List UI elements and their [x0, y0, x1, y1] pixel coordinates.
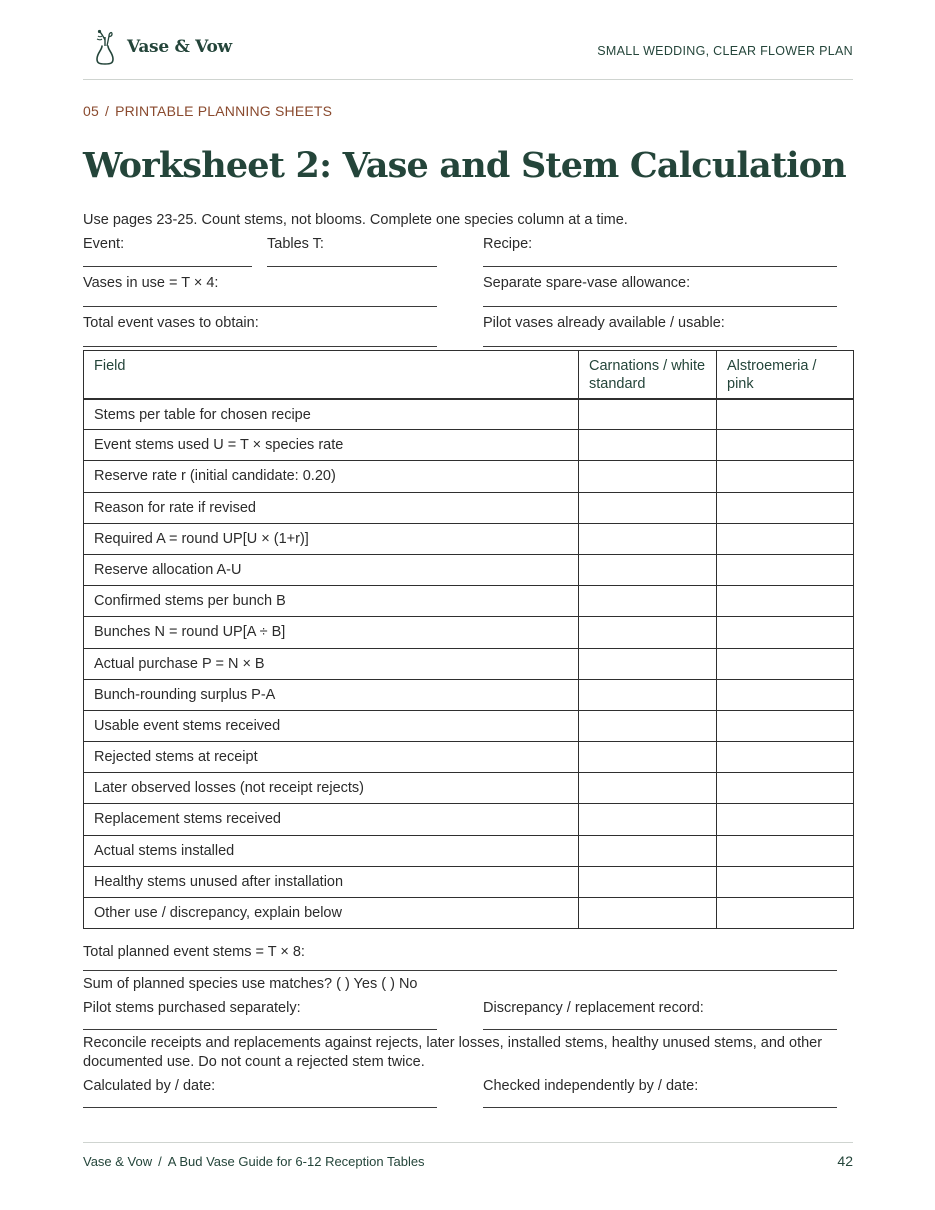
- carnations-cell[interactable]: [579, 835, 717, 866]
- header-tagline: SMALL WEDDING, CLEAR FLOWER PLAN: [597, 44, 853, 58]
- discrepancy-record-field[interactable]: [483, 1000, 837, 1030]
- tables-field[interactable]: [267, 236, 437, 267]
- carnations-cell[interactable]: [579, 461, 717, 492]
- row-field-label: Actual stems installed: [84, 835, 579, 866]
- row-field-label: Replacement stems received: [84, 804, 579, 835]
- intro-text: Use pages 23-25. Count stems, not blooms. Complete one species column at a time.: [83, 212, 628, 228]
- row-field-label: Stems per table for chosen recipe: [84, 399, 579, 430]
- table-row: [84, 430, 854, 461]
- row-field-label: Actual purchase P = N × B: [84, 648, 579, 679]
- alstroemeria-cell[interactable]: [717, 586, 854, 617]
- calculated-by-label: Calculated by / date:: [83, 1078, 216, 1094]
- reconcile-note: Reconcile receipts and replacements against rejects, later losses, installed stems, healthy unused stems, and other documented use. Do not count a rejected stem twice.: [83, 1035, 823, 1070]
- alstroemeria-cell[interactable]: [717, 835, 854, 866]
- section-label: [83, 103, 332, 119]
- row-field-label: Other use / discrepancy, explain below: [84, 898, 579, 929]
- header-alstroemeria: Alstroemeria / pink: [717, 351, 854, 399]
- page-title: Worksheet 2: Vase and Stem Calculation: [83, 145, 846, 186]
- alstroemeria-cell[interactable]: [717, 554, 854, 585]
- alstroemeria-cell[interactable]: [717, 430, 854, 461]
- recipe-label: Recipe:: [483, 236, 533, 252]
- carnations-cell[interactable]: [579, 866, 717, 897]
- alstroemeria-cell[interactable]: [717, 461, 854, 492]
- carnations-cell[interactable]: [579, 898, 717, 929]
- table-row: [84, 835, 854, 866]
- spare-vase-field[interactable]: [483, 275, 837, 307]
- row-field-label: Later observed losses (not receipt rejects): [84, 773, 579, 804]
- discrepancy-record-label: Discrepancy / replacement record:: [483, 1000, 704, 1016]
- table-row: [84, 804, 854, 835]
- carnations-cell[interactable]: [579, 648, 717, 679]
- alstroemeria-cell[interactable]: [717, 523, 854, 554]
- header-field: Field: [84, 351, 579, 399]
- bud-vase-icon: [93, 28, 117, 66]
- total-vases-label: Total event vases to obtain:: [83, 315, 259, 331]
- table-row: [84, 866, 854, 897]
- alstroemeria-cell[interactable]: [717, 617, 854, 648]
- table-header-row: [84, 351, 854, 399]
- footer-separator: /: [158, 1154, 162, 1169]
- total-planned-field[interactable]: [83, 944, 837, 971]
- carnations-cell[interactable]: [579, 554, 717, 585]
- table-row: [84, 742, 854, 773]
- row-field-label: Reserve rate r (initial candidate: 0.20): [84, 461, 579, 492]
- alstroemeria-cell[interactable]: [717, 679, 854, 710]
- carnations-cell[interactable]: [579, 804, 717, 835]
- row-field-label: Required A = round UP[U × (1+r)]: [84, 523, 579, 554]
- page-number: 42: [837, 1153, 853, 1169]
- recipe-field[interactable]: [483, 236, 837, 267]
- row-field-label: Healthy stems unused after installation: [84, 866, 579, 897]
- alstroemeria-cell[interactable]: [717, 898, 854, 929]
- table-row: [84, 461, 854, 492]
- carnations-cell[interactable]: [579, 773, 717, 804]
- alstroemeria-cell[interactable]: [717, 804, 854, 835]
- row-field-label: Reason for rate if revised: [84, 492, 579, 523]
- tables-label: Tables T:: [267, 236, 324, 252]
- section-name: PRINTABLE PLANNING SHEETS: [115, 103, 333, 119]
- carnations-cell[interactable]: [579, 679, 717, 710]
- page-header: [83, 26, 853, 80]
- checked-by-label: Checked independently by / date:: [483, 1078, 699, 1094]
- alstroemeria-cell[interactable]: [717, 648, 854, 679]
- carnations-cell[interactable]: [579, 399, 717, 430]
- table-row: [84, 898, 854, 929]
- table-row: [84, 523, 854, 554]
- alstroemeria-cell[interactable]: [717, 492, 854, 523]
- vases-in-use-field[interactable]: [83, 275, 437, 307]
- checked-by-field[interactable]: [483, 1078, 837, 1108]
- table-row: [84, 492, 854, 523]
- table-body: [84, 399, 854, 929]
- brand-name: Vase & Vow: [127, 37, 232, 57]
- pilot-vases-field[interactable]: [483, 315, 837, 347]
- row-field-label: Confirmed stems per bunch B: [84, 586, 579, 617]
- carnations-cell[interactable]: [579, 430, 717, 461]
- footer-guide: A Bud Vase Guide for 6-12 Reception Tables: [167, 1154, 425, 1169]
- worksheet-page: [83, 0, 853, 1210]
- carnations-cell[interactable]: [579, 710, 717, 741]
- table-row: [84, 710, 854, 741]
- row-field-label: Event stems used U = T × species rate: [84, 430, 579, 461]
- spare-vase-label: Separate spare-vase allowance:: [483, 275, 691, 291]
- table-row: [84, 586, 854, 617]
- alstroemeria-cell[interactable]: [717, 866, 854, 897]
- table-row: [84, 617, 854, 648]
- event-field[interactable]: [83, 236, 252, 267]
- carnations-cell[interactable]: [579, 742, 717, 773]
- carnations-cell[interactable]: [579, 586, 717, 617]
- pilot-stems-field[interactable]: [83, 1000, 437, 1030]
- calculated-by-field[interactable]: [83, 1078, 437, 1108]
- table-row: [84, 648, 854, 679]
- table-row: [84, 554, 854, 585]
- footer-brand: Vase & Vow: [83, 1154, 153, 1169]
- vases-in-use-label: Vases in use = T × 4:: [83, 275, 219, 291]
- section-separator: /: [104, 103, 110, 119]
- table-row: [84, 679, 854, 710]
- row-field-label: Bunches N = round UP[A ÷ B]: [84, 617, 579, 648]
- alstroemeria-cell[interactable]: [717, 710, 854, 741]
- carnations-cell[interactable]: [579, 617, 717, 648]
- row-field-label: Usable event stems received: [84, 710, 579, 741]
- total-planned-label: Total planned event stems = T × 8:: [83, 944, 305, 960]
- section-number: 05: [83, 103, 99, 119]
- calculation-table: [83, 350, 854, 929]
- page-footer: [83, 1142, 853, 1182]
- table-row: [84, 773, 854, 804]
- alstroemeria-cell[interactable]: [717, 742, 854, 773]
- row-field-label: Rejected stems at receipt: [84, 742, 579, 773]
- alstroemeria-cell[interactable]: [717, 773, 854, 804]
- pilot-stems-label: Pilot stems purchased separately:: [83, 1000, 301, 1016]
- sum-check-line[interactable]: Sum of planned species use matches? ( ) Yes ( ) No: [83, 976, 418, 992]
- total-vases-field[interactable]: [83, 315, 437, 347]
- pilot-vases-label: Pilot vases already available / usable:: [483, 315, 725, 331]
- alstroemeria-cell[interactable]: [717, 399, 854, 430]
- header-carnations: Carnations / white standard: [579, 351, 717, 399]
- footer-credit: [83, 1154, 425, 1169]
- carnations-cell[interactable]: [579, 523, 717, 554]
- event-label: Event:: [83, 236, 125, 252]
- table-row: [84, 399, 854, 430]
- brand: [93, 28, 232, 66]
- row-field-label: Bunch-rounding surplus P-A: [84, 679, 579, 710]
- row-field-label: Reserve allocation A-U: [84, 554, 579, 585]
- carnations-cell[interactable]: [579, 492, 717, 523]
